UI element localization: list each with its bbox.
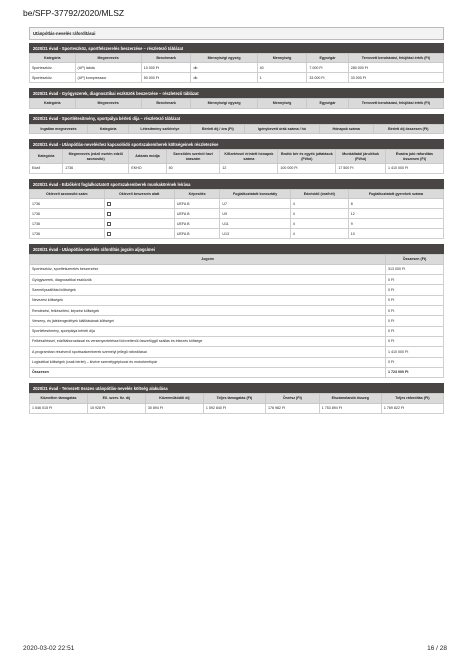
cell-amount: 0 Ft — [386, 357, 444, 367]
pending-checkbox[interactable] — [107, 232, 112, 237]
legal-section — [29, 244, 444, 378]
column-header: Kategória — [30, 99, 76, 108]
cell-unit-price: 33 000 Ft — [307, 73, 348, 83]
cell-pending — [104, 209, 174, 219]
cell-category: Sporteszköz — [30, 73, 76, 83]
medical-title: 2020/21 évad - Gyógyszerek, diagnosztikai eszközök beszerzése – részletező táblázat — [29, 88, 444, 98]
cell-qualification: UEFA B — [174, 219, 220, 229]
column-header: Teljes ráfordítás (Ft) — [381, 394, 443, 403]
cell-children: 8 — [348, 199, 443, 209]
column-header: Igénybevett órák száma / hó — [245, 124, 320, 133]
cell-coach-id: 1736 — [63, 164, 129, 174]
coaches-section — [29, 179, 444, 239]
cell-tax-type: EKHO — [129, 164, 166, 174]
cell-value: 33 000 Ft — [348, 73, 443, 83]
cell-hours: 4 — [290, 209, 348, 219]
cell-qualification: UEFA B — [174, 209, 220, 219]
cell-label: Felkészítéssel, edzőtáborozással és versenyeztetéssel kövvetlenül összefüggő szállás és étkezés költsége — [30, 336, 386, 346]
table-row — [30, 264, 444, 274]
cell-children: 10 — [348, 229, 443, 239]
column-header: Elszámolandó összeg — [319, 394, 381, 403]
cell-label: Gyógyszerek, diagnosztikai eszközök — [30, 275, 386, 285]
pending-checkbox[interactable] — [107, 212, 112, 217]
table-row — [30, 285, 444, 295]
cell-gross-wage: 100 000 Ft — [278, 164, 336, 174]
column-header: Évadra jutó ráfordítás összesen (Ft) — [385, 150, 443, 164]
cell-label: Verseny- és játékengedélyek kiállításának költségei — [30, 316, 386, 326]
cell-qualification: UEFA B — [174, 229, 220, 239]
facility-section — [29, 114, 444, 134]
legal-title: 2020/21 évad - Utánpótlás-nevelés ráfordítás jogcím aljogcímei — [29, 244, 444, 254]
medical-table — [29, 98, 444, 108]
cell-benchmark: 50 000 Ft — [141, 73, 191, 83]
cell-quantity: 40 — [257, 63, 307, 73]
coaches-table — [29, 189, 444, 239]
cell-license-id: 1736 — [30, 199, 105, 209]
cell-benchmark: 10 000 Ft — [141, 63, 191, 73]
cell-name: (UP) labda — [75, 63, 141, 73]
column-header: Tervezett beruházási, felújítási érték (Ft) — [348, 54, 443, 63]
column-header: Benchmark — [141, 99, 191, 108]
table-row — [30, 357, 444, 367]
cell-age-group: U7 — [220, 199, 290, 209]
cell-amount: 1 410 000 Ft — [386, 347, 444, 357]
cell-value: 280 000 Ft — [348, 63, 443, 73]
cell-amount: 0 Ft — [386, 306, 444, 316]
staff-table — [29, 149, 444, 174]
cell-amount: 0 Ft — [386, 326, 444, 336]
summary-section — [29, 383, 444, 413]
column-header: Ingatlan megnevezés — [30, 124, 88, 133]
column-header: Edzésidő (óra/hét) — [290, 190, 348, 199]
cell-license-id: 1736 — [30, 229, 105, 239]
cell-license-id: 1736 — [30, 219, 105, 229]
table-row — [30, 73, 444, 83]
cell-hours: 4 — [290, 219, 348, 229]
column-header: Kategória — [87, 124, 128, 133]
cell-quantity: 1 — [257, 73, 307, 83]
cell-age-group: U13 — [220, 229, 290, 239]
table-row — [30, 164, 444, 174]
table-row — [30, 209, 444, 219]
cell-children: 12 — [348, 209, 443, 219]
column-header: Hónapok száma — [319, 124, 373, 133]
column-header: Bérleti díj / óra (Ft) — [191, 124, 245, 133]
cell-category: Sporteszköz — [30, 63, 76, 73]
cell-pending — [104, 199, 174, 209]
column-header: Létesítmény székhelye — [129, 124, 191, 133]
table-row — [30, 403, 444, 413]
column-header: Közreműködői díj — [145, 394, 203, 403]
cell-label: Rendezési, felkészítési, képzési költségek — [30, 306, 386, 316]
cell-pending — [104, 229, 174, 239]
main-title: Utánpótlás-nevelés ráfordításai — [29, 27, 444, 40]
column-header: Foglalkoztatott korosztály — [220, 190, 290, 199]
column-header: Megnevezés (edző esetén edzői azonosító) — [63, 150, 129, 164]
table-row — [30, 295, 444, 305]
cell-amount: 0 Ft — [386, 316, 444, 326]
column-header: Bérleti díj összesen (Ft) — [373, 124, 443, 133]
cell-category: Edző — [30, 164, 63, 174]
cell-season-total: 1 410 000 Ft — [385, 164, 443, 174]
column-header: Mennyiség — [257, 54, 307, 63]
document-id: be/SFP-37792/2020/MLSZ — [23, 8, 125, 18]
cell-label: Nevezési költségek — [30, 295, 386, 305]
summary-title: 2020/21 évad - Tervezett összes utánpótlás-nevelés költség alakulása — [29, 383, 444, 393]
column-header: Közvetlen támogatás — [30, 394, 88, 403]
cell-months: 12 — [220, 164, 278, 174]
column-header: Mennyiségi egység — [191, 54, 257, 63]
total-row — [30, 367, 444, 377]
column-header: Megnevezés — [75, 54, 141, 63]
cell-label: A programban résztvevő sportszakemberek személyi jellegű ráfordításai — [30, 347, 386, 357]
table-row — [30, 306, 444, 316]
cell-age-group: U9 — [220, 209, 290, 219]
cell-accountable: 1 753 894 Ft — [319, 403, 381, 413]
cell-label: Sporteszköz, sportfelszerelés beszerzése — [30, 264, 386, 274]
column-header: Önrész (Ft) — [265, 394, 319, 403]
table-row — [30, 63, 444, 73]
coaches-title: 2020/21 évad - Edzőként foglalkoztatott sportszakemberek munkakörének leírása — [29, 179, 444, 189]
cell-amount: 0 Ft — [386, 336, 444, 346]
cell-label: Sportlétesítmény, sportpálya bérleti díja — [30, 326, 386, 336]
column-header: Ell. szerv. fiz. díj — [87, 394, 145, 403]
cell-amount: 0 Ft — [386, 275, 444, 285]
column-header: Kategória — [30, 54, 76, 63]
staff-title: 2020/21 évad - Utánpótlás-neveléshez kapcsolódó sportszakemberek költségeinek részletezése — [29, 139, 444, 149]
cell-name: (UP) kompresszor — [75, 73, 141, 83]
cell-control-fee: 15 928 Ft — [87, 403, 145, 413]
column-header: Teljes támogatás (Ft) — [203, 394, 265, 403]
column-header: Mennyiségi egység — [191, 99, 257, 108]
equipment-table — [29, 53, 444, 83]
column-header: Képesítés — [174, 190, 220, 199]
column-header: Egységár — [307, 54, 348, 63]
cell-children: 9 — [348, 219, 443, 229]
equipment-section — [29, 43, 444, 83]
cell-amount: 313 000 Ft — [386, 264, 444, 274]
document-content — [29, 27, 444, 419]
footer-page-number: 16 / 28 — [427, 645, 447, 652]
medical-section — [29, 88, 444, 108]
column-header: Összesen (Ft) — [386, 255, 444, 264]
cell-employer-contrib: 17 500 Ft — [336, 164, 386, 174]
column-header: Bruttó bér és egyéb juttatások (Ft/hó) — [278, 150, 336, 164]
cell-amount: 0 Ft — [386, 295, 444, 305]
pending-checkbox[interactable] — [107, 222, 112, 227]
column-header: Megnevezés — [75, 99, 141, 108]
table-row — [30, 229, 444, 239]
equipment-title: 2020/21 évad - Sporteszköz, sportfelszerelés beszerzése – részletező táblázat — [29, 43, 444, 53]
pending-checkbox[interactable] — [107, 202, 112, 207]
column-header: Adózás módja — [129, 150, 166, 164]
column-header: Mennyiség — [257, 99, 307, 108]
total-label: Összesen — [30, 367, 386, 377]
column-header: Egységár — [307, 99, 348, 108]
cell-direct-support: 1 546 015 Ft — [30, 403, 88, 413]
table-row — [30, 275, 444, 285]
column-header: Okleveli beszerzés alatt — [104, 190, 174, 199]
cell-own-contribution: 176 982 Ft — [265, 403, 319, 413]
column-header: Szerződés szerinti havi óraszám — [166, 150, 220, 164]
column-header: Okleveli azonosító szám — [30, 190, 105, 199]
column-header: Tervezett beruházási, felújítási érték (Ft) — [348, 99, 443, 108]
column-header: Jogcím — [30, 255, 386, 264]
footer-timestamp: 2020-03-02 22:51 — [23, 645, 75, 652]
cell-hours: 4 — [290, 229, 348, 239]
cell-pending — [104, 219, 174, 229]
table-row — [30, 347, 444, 357]
cell-total-support: 1 592 840 Ft — [203, 403, 265, 413]
cell-label: Személyszállítási költségek — [30, 285, 386, 295]
cell-license-id: 1736 — [30, 209, 105, 219]
cell-qualification: UEFA B — [174, 199, 220, 209]
table-row — [30, 336, 444, 346]
table-row — [30, 316, 444, 326]
cell-age-group: U11 — [220, 219, 290, 229]
staff-section — [29, 139, 444, 174]
column-header: Foglalkoztatott gyerekek száma — [348, 190, 443, 199]
column-header: Kifizetéssel érintett hónapok száma — [220, 150, 278, 164]
cell-unit: db — [191, 63, 257, 73]
summary-table — [29, 393, 444, 413]
cell-amount: 0 Ft — [386, 285, 444, 295]
facility-title: 2020/21 évad - Sportlétesítmény, sportpálya bérleti díja – részletező táblázat — [29, 114, 444, 124]
column-header: Munkáltatói járulékok (Ft/hó) — [336, 150, 386, 164]
column-header: Kategória — [30, 150, 63, 164]
cell-total-expense: 1 769 822 Ft — [381, 403, 443, 413]
legal-table — [29, 254, 444, 378]
cell-label: Logisztikai költségek (csak bérlet) – kivéve személygépkocsi és motorkerékpár — [30, 357, 386, 367]
table-row — [30, 219, 444, 229]
table-row — [30, 326, 444, 336]
cell-unit: db — [191, 73, 257, 83]
facility-table — [29, 124, 444, 134]
cell-hours: 4 — [290, 199, 348, 209]
table-row — [30, 199, 444, 209]
cell-contributor-fee: 30 894 Ft — [145, 403, 203, 413]
cell-monthly-hours: 50 — [166, 164, 220, 174]
column-header: Benchmark — [141, 54, 191, 63]
total-amount: 1 723 000 Ft — [386, 367, 444, 377]
cell-unit-price: 7 000 Ft — [307, 63, 348, 73]
